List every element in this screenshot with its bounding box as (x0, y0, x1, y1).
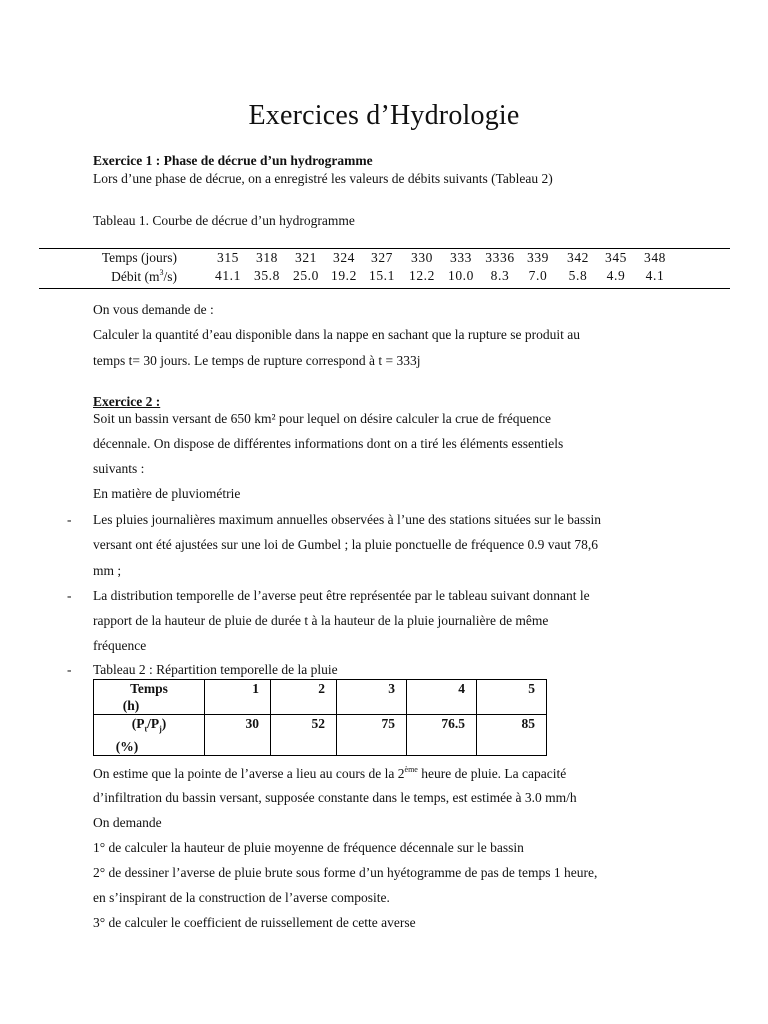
table-2-value: 85 (477, 715, 547, 756)
table-1-debit-cell: 7.0 (528, 268, 548, 283)
ask-label: On vous demande de : (93, 302, 214, 317)
question-2-line-2: en s’inspirant de la construction de l’averse composite. (93, 890, 390, 905)
table-1-time-cell: 321 (294, 250, 318, 265)
ex2-paragraph-line-2: décennale. On dispose de différentes informations dont on a tiré les éléments essentiels (93, 436, 564, 451)
table-2-value: 52 (271, 715, 337, 756)
table-2-hour: 1 (205, 680, 271, 715)
table-2-header-ratio: $(P_t/P_j)$ (%) (94, 715, 205, 756)
bullet-dash-2: - (67, 588, 72, 603)
table-1-time-cell: 318 (255, 250, 279, 265)
bullet-dash-1: - (67, 512, 72, 527)
table-1-row-label-time: Temps (jours) (101, 250, 177, 265)
table-2-values-row (94, 715, 547, 756)
exercise-1-intro: Lors d’une phase de décrue, on a enregistré les valeurs de débits suivants (Tableau 2) (93, 171, 553, 186)
bullet-1-line-1: Les pluies journalières maximum annuelles observées à l’une des stations situées sur le bassin (93, 512, 602, 527)
table-2-value: 75 (337, 715, 407, 756)
ex2-paragraph-line-1: Soit un bassin versant de 650 km² pour lequel on désire calculer la crue de fréquence (93, 411, 552, 426)
bullet-dash-3: - (67, 662, 72, 677)
table-2-header-row (94, 680, 547, 715)
table-1-time-cell: 327 (370, 250, 394, 265)
table-1-time-cell: 348 (643, 250, 667, 265)
table-1-time-cell: 330 (410, 250, 434, 265)
table-2-value: 76.5 (407, 715, 477, 756)
table-1-debit-cell: 5.8 (568, 268, 588, 283)
question-line-1: Calculer la quantité d’eau disponible dans la nappe en sachant que la rupture se produit au (93, 327, 580, 342)
table-1-bottom-rule (39, 288, 730, 289)
table-1-row-label-debit: Débit $(m^3/s)$ (111, 268, 177, 284)
table-2-value: 30 (205, 715, 271, 756)
table-2-header-temps: Temps (h) (94, 680, 205, 715)
table-1-top-rule (39, 248, 730, 249)
bullet-1-line-2: versant ont été ajustées sur une loi de Gumbel ; la pluie ponctuelle de fréquence 0.9 vaut 78,6 (93, 537, 598, 552)
table-1-debit-cell: 12.2 (408, 268, 436, 283)
bullet-1-line-3: mm ; (93, 563, 122, 578)
table-2-hour: 3 (337, 680, 407, 715)
table-1-time-cell: 324 (332, 250, 356, 265)
table-1-debit-cell: 41.1 (214, 268, 242, 283)
bullet-2-line-1: La distribution temporelle de l’averse peut être représentée par le tableau suivant donnant le (93, 588, 590, 603)
table-2 (93, 679, 547, 756)
table-1-debit-cell: 25.0 (292, 268, 320, 283)
question-line-2: temps t= 30 jours. Le temps de rupture correspond à t = 333j (93, 353, 421, 368)
table-1-caption: Tableau 1. Courbe de décrue d’un hydrogramme (93, 213, 355, 228)
table-2-hour: 2 (271, 680, 337, 715)
bullet-2-line-3: fréquence (93, 638, 147, 653)
table-1-time-cell: 339 (526, 250, 550, 265)
table-1-debit-cell: 35.8 (253, 268, 281, 283)
ex2-paragraph-line-3: suivants : (93, 461, 145, 476)
table-2-caption: Tableau 2 : Répartition temporelle de la pluie (93, 662, 338, 677)
table-1-time-cell: 3336 (485, 250, 515, 265)
table-1-debit-cell: 4.9 (606, 268, 626, 283)
ex2-paragraph2-line-1: On estime que la pointe de l’averse a lieu au cours de la 2ème heure de pluie. La capacité (93, 765, 567, 781)
exercise-1-heading: Exercice 1 : Phase de décrue d’un hydrogramme (93, 153, 373, 168)
demand-label: On demande (93, 815, 162, 830)
table-1-time-cell: 315 (216, 250, 240, 265)
table-1-time-cell: 345 (604, 250, 628, 265)
question-1: 1° de calculer la hauteur de pluie moyenne de fréquence décennale sur le bassin (93, 840, 524, 855)
table-2-hour: 4 (407, 680, 477, 715)
table-1-debit-cell: 19.2 (330, 268, 358, 283)
table-1-debit-cell: 8.3 (490, 268, 510, 283)
table-1-debit-cell: 10.0 (447, 268, 475, 283)
exercise-2-heading: Exercice 2 : (93, 394, 161, 409)
bullet-2-line-2: rapport de la hauteur de pluie de durée t à la hauteur de la pluie journalière de même (93, 613, 549, 628)
table-1-time-cell: 333 (449, 250, 473, 265)
pluviometry-label: En matière de pluviométrie (93, 486, 241, 501)
question-3: 3° de calculer le coefficient de ruissellement de cette averse (93, 915, 416, 930)
ex2-paragraph2-line-2: d’infiltration du bassin versant, supposée constante dans le temps, est estimée à 3.0 mm/h (93, 790, 577, 805)
table-2-hour: 5 (477, 680, 547, 715)
table-1-debit-cell: 15.1 (368, 268, 396, 283)
page-title: Exercices d’Hydrologie (248, 100, 520, 131)
question-2-line-1: 2° de dessiner l’averse de pluie brute sous forme d’un hyétogramme de pas de temps 1 heure, (93, 865, 598, 880)
table-1-time-cell: 342 (566, 250, 590, 265)
table-1-debit-cell: 4.1 (645, 268, 665, 283)
